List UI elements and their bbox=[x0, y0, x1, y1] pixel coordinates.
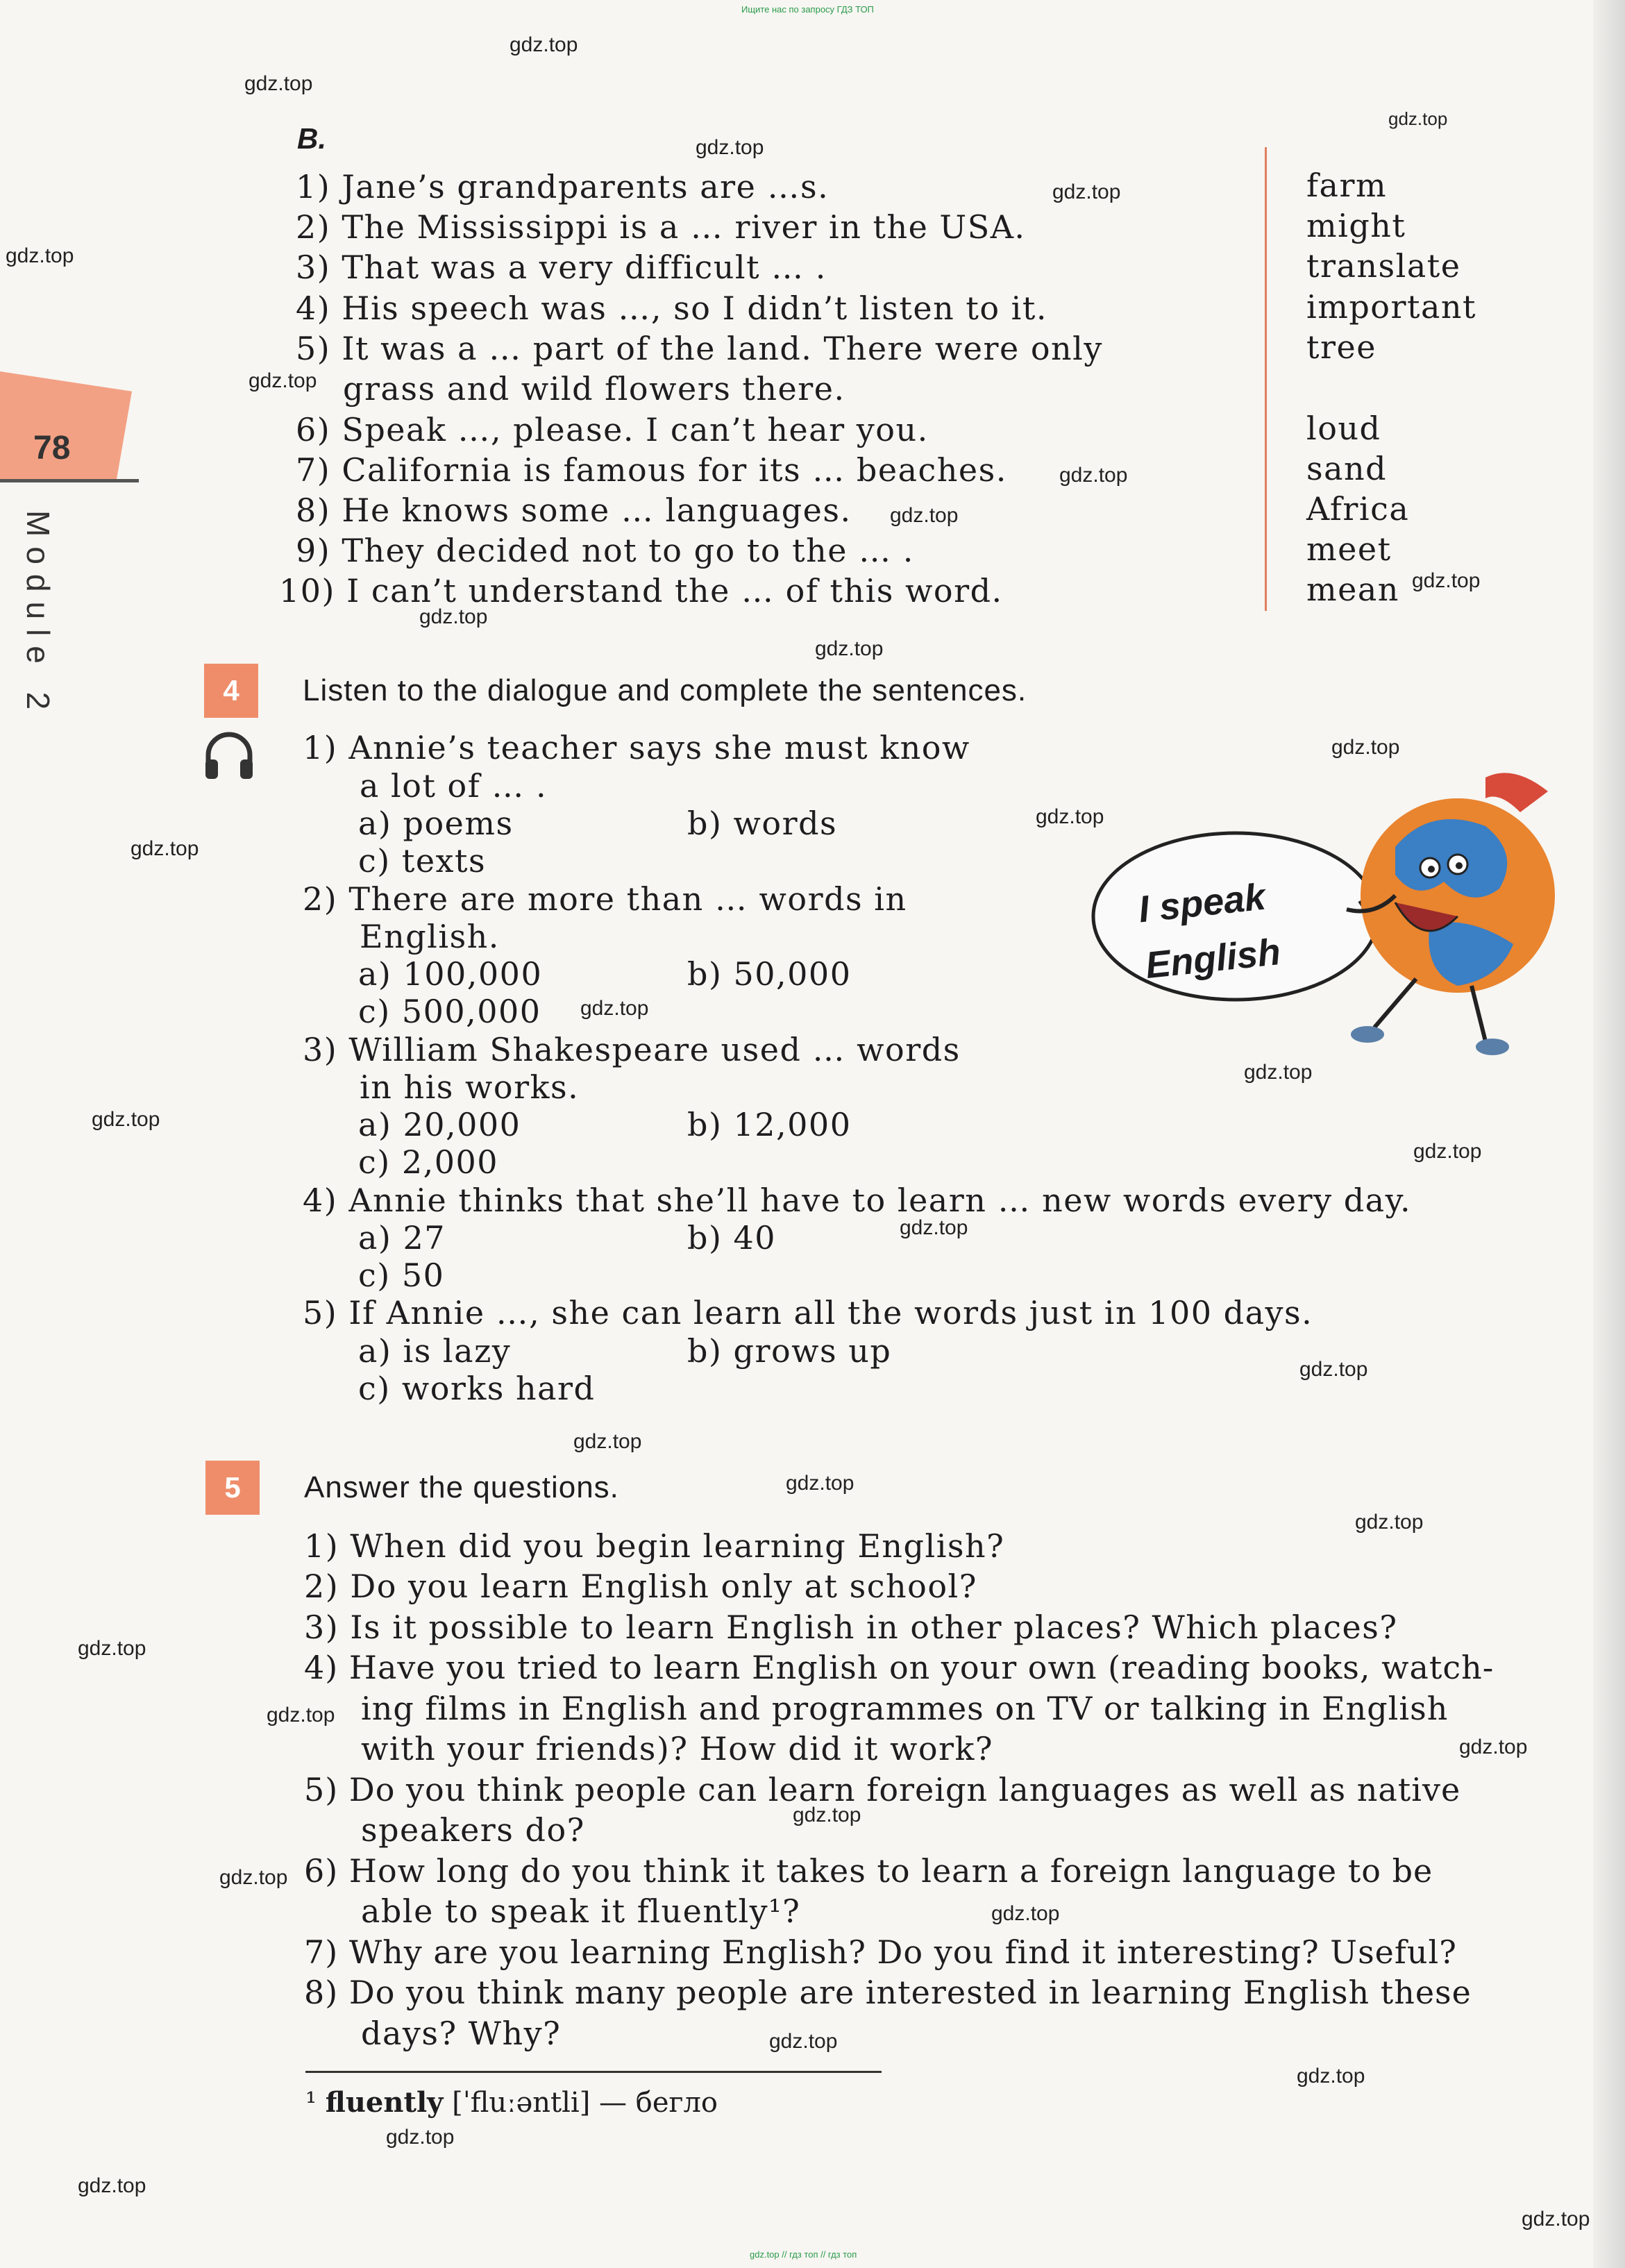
bubble-line-2: English bbox=[1143, 930, 1283, 987]
ex4-item-5-a: a) is lazy bbox=[358, 1332, 512, 1370]
word-translate: translate bbox=[1306, 247, 1461, 285]
watermark: gdz.top bbox=[769, 2030, 838, 2053]
watermark: gdz.top bbox=[78, 1637, 146, 1660]
watermark: gdz.top bbox=[1388, 108, 1448, 129]
ex5-question-5: 5) Do you think people can learn foreign languages as well as native bbox=[304, 1771, 1461, 1808]
ex5-question-7: 7) Why are you learning English? Do you find it interesting? Useful? bbox=[304, 1933, 1457, 1971]
ex5-question-5-cont: speakers do? bbox=[361, 1811, 585, 1849]
watermark: gdz.top bbox=[130, 837, 199, 860]
word-loud: loud bbox=[1306, 410, 1381, 447]
watermark: gdz.top bbox=[1413, 1140, 1482, 1163]
page-edge bbox=[1593, 0, 1625, 2268]
watermark: gdz.top bbox=[1059, 464, 1128, 487]
ex4-item-4: 4) Annie thinks that she’ll have to learn … new words every day. bbox=[303, 1182, 1412, 1219]
exercise-4-badge: 4 bbox=[204, 664, 258, 718]
ex4-item-2-a: a) 100,000 bbox=[358, 955, 543, 993]
ex4-item-5: 5) If Annie …, she can learn all the words just in 100 days. bbox=[303, 1294, 1313, 1332]
headphones-icon bbox=[201, 729, 257, 784]
b-sentence-1: 1) Jane’s grandparents are …s. bbox=[296, 168, 830, 205]
ex5-question-4-end: with your friends)? How did it work? bbox=[361, 1730, 994, 1767]
watermark: gdz.top bbox=[510, 33, 578, 56]
b-sentence-7: 7) California is famous for its … beaches. bbox=[296, 451, 1007, 489]
ex4-item-4-b: b) 40 bbox=[687, 1219, 777, 1257]
exercise-5-badge: 5 bbox=[205, 1461, 260, 1515]
footnote bbox=[305, 2086, 718, 2119]
watermark: gdz.top bbox=[991, 1902, 1060, 1925]
section-b-label: B. bbox=[297, 122, 326, 155]
ex4-item-3-cont: in his works. bbox=[360, 1068, 580, 1106]
word-mean: mean bbox=[1306, 571, 1399, 608]
word-africa: Africa bbox=[1306, 490, 1410, 528]
watermark: gdz.top bbox=[786, 1472, 854, 1495]
tab-rule bbox=[0, 479, 139, 482]
module-label: Module 2 bbox=[20, 510, 56, 720]
word-sand: sand bbox=[1306, 450, 1388, 487]
footnote-transcription: [ˈfluːəntli] bbox=[452, 2087, 591, 2119]
ex4-item-3: 3) William Shakespeare used … words bbox=[303, 1031, 961, 1068]
page-number: 78 bbox=[33, 430, 71, 467]
watermark: gdz.top bbox=[1522, 2208, 1590, 2231]
watermark: gdz.top bbox=[419, 605, 488, 628]
word-tree: tree bbox=[1306, 328, 1376, 366]
footnote-word: fluently bbox=[325, 2086, 444, 2119]
ex4-item-1-a: a) poems bbox=[358, 805, 514, 842]
ex4-item-3-a: a) 20,000 bbox=[358, 1106, 521, 1143]
watermark: gdz.top bbox=[696, 136, 764, 159]
ex5-question-8-cont: days? Why? bbox=[361, 2015, 562, 2052]
word-farm: farm bbox=[1306, 167, 1388, 204]
watermark: gdz.top bbox=[386, 2126, 455, 2149]
watermark: gdz.top bbox=[1052, 180, 1121, 203]
ex5-question-8: 8) Do you think many people are interested in learning English these bbox=[304, 1974, 1472, 2011]
watermark: gdz.top bbox=[92, 1108, 160, 1131]
b-sentence-6: 6) Speak …, please. I can’t hear you. bbox=[296, 411, 929, 448]
ex4-item-1-b: b) words bbox=[687, 805, 838, 842]
b-sentence-10: 10) I can’t understand the … of this word. bbox=[279, 572, 1003, 610]
ex4-item-2-c: c) 500,000 bbox=[358, 993, 541, 1030]
exercise-5-instruction: Answer the questions. bbox=[304, 1470, 619, 1504]
b-sentence-4: 4) His speech was …, so I didn’t listen to it. bbox=[296, 289, 1047, 327]
ex5-question-1: 1) When did you begin learning English? bbox=[304, 1527, 1005, 1565]
watermark: gdz.top bbox=[1459, 1736, 1528, 1758]
watermark: gdz.top bbox=[249, 369, 317, 392]
ex4-item-2-cont: English. bbox=[360, 918, 500, 955]
footnote-translation: — бегло bbox=[599, 2087, 718, 2119]
ex4-item-1-cont: a lot of … . bbox=[360, 767, 548, 805]
watermark: gdz.top bbox=[580, 997, 649, 1020]
ex4-item-3-b: b) 12,000 bbox=[687, 1106, 852, 1143]
watermark: gdz.top bbox=[1036, 805, 1104, 828]
ex5-question-6: 6) How long do you think it takes to learn a foreign language to be bbox=[304, 1852, 1433, 1890]
ex4-item-1: 1) Annie’s teacher says she must know bbox=[303, 729, 970, 766]
ex5-question-4-cont: ing films in English and programmes on TV or talking in English bbox=[361, 1690, 1449, 1727]
bubble-line-1: I speak bbox=[1136, 875, 1268, 931]
ex4-item-2-b: b) 50,000 bbox=[687, 955, 852, 993]
b-sentence-8: 8) He knows some … languages. bbox=[296, 492, 852, 529]
watermark: gdz.top bbox=[1299, 1358, 1368, 1381]
word-important: important bbox=[1306, 288, 1476, 326]
watermark: gdz.top bbox=[900, 1216, 968, 1239]
watermark: gdz.top bbox=[1331, 736, 1400, 759]
b-sentence-5-cont: grass and wild flowers there. bbox=[343, 370, 845, 408]
footnote-mark: ¹ bbox=[305, 2087, 317, 2119]
ex5-question-3: 3) Is it possible to learn English in other places? Which places? bbox=[304, 1608, 1398, 1646]
watermark: gdz.top bbox=[78, 2174, 146, 2197]
watermark: gdz.top bbox=[793, 1804, 861, 1826]
b-sentence-3: 3) That was a very difficult … . bbox=[296, 249, 827, 286]
word-box-divider bbox=[1265, 147, 1267, 611]
watermark: gdz.top bbox=[244, 72, 313, 95]
bottom-note: gdz.top // гдз топ // гдз топ bbox=[750, 2249, 857, 2260]
ex5-question-2: 2) Do you learn English only at school? bbox=[304, 1568, 977, 1605]
ex5-question-4: 4) Have you tried to learn English on your own (reading books, watch- bbox=[304, 1649, 1495, 1686]
watermark: gdz.top bbox=[1297, 2065, 1365, 2088]
watermark: gdz.top bbox=[815, 637, 884, 660]
watermark: gdz.top bbox=[1244, 1061, 1313, 1084]
footnote-rule bbox=[305, 2071, 882, 2073]
b-sentence-5: 5) It was a … part of the land. There were only bbox=[296, 330, 1103, 367]
watermark: gdz.top bbox=[6, 244, 74, 267]
top-note: Ищите нас по запросу ГДЗ ТОП bbox=[741, 4, 874, 15]
ex4-item-3-c: c) 2,000 bbox=[358, 1143, 499, 1181]
ex4-item-5-c: c) works hard bbox=[358, 1370, 596, 1407]
ex4-item-4-a: a) 27 bbox=[358, 1219, 446, 1257]
watermark: gdz.top bbox=[267, 1704, 335, 1727]
watermark: gdz.top bbox=[1355, 1511, 1424, 1534]
watermark: gdz.top bbox=[219, 1866, 288, 1889]
ex4-item-4-c: c) 50 bbox=[358, 1257, 445, 1294]
watermark: gdz.top bbox=[890, 504, 959, 527]
b-sentence-2: 2) The Mississippi is a … river in the USA. bbox=[296, 208, 1026, 246]
ex5-question-6-cont: able to speak it fluently¹? bbox=[361, 1892, 801, 1930]
exercise-4-instruction: Listen to the dialogue and complete the sentences. bbox=[303, 673, 1027, 707]
watermark: gdz.top bbox=[573, 1430, 642, 1453]
word-might: might bbox=[1306, 207, 1406, 244]
word-meet: meet bbox=[1306, 530, 1392, 568]
watermark: gdz.top bbox=[1412, 569, 1481, 592]
ex4-item-5-b: b) grows up bbox=[687, 1332, 892, 1370]
ex4-item-1-c: c) texts bbox=[358, 842, 487, 880]
b-sentence-9: 9) They decided not to go to the … . bbox=[296, 532, 914, 569]
ex4-item-2: 2) There are more than … words in bbox=[303, 880, 907, 918]
